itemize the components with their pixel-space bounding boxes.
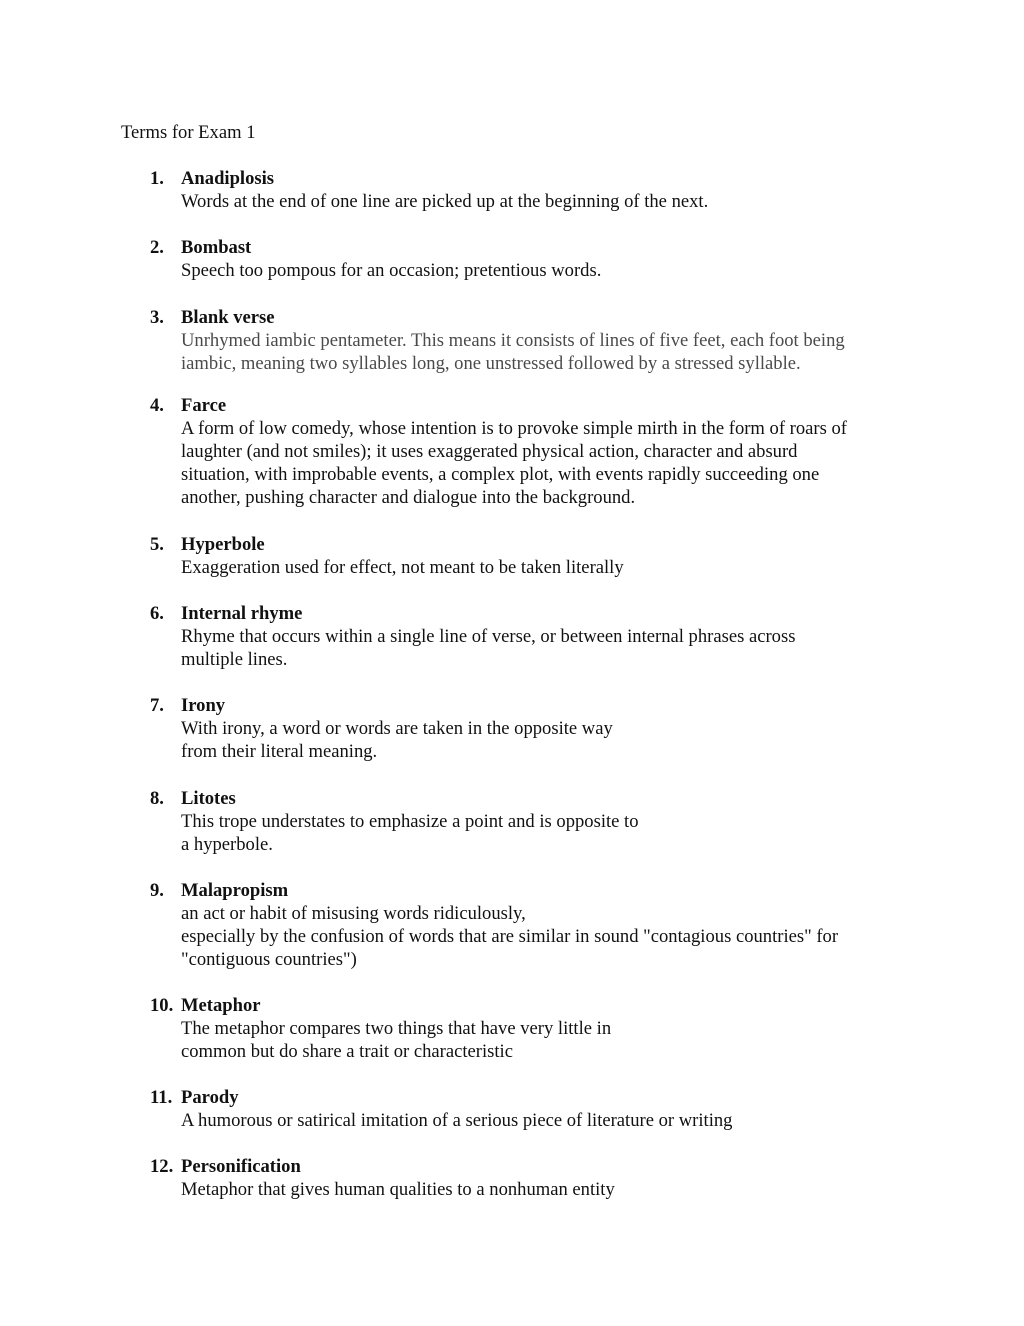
term-number: 6. [150,603,164,624]
term-name: Farce [181,395,227,416]
definition-line: from their literal meaning. [181,741,378,762]
term-definition [181,329,920,375]
term-name: Irony [181,695,226,716]
term-definition [181,625,920,671]
term-definition [181,1017,920,1063]
term-item-irony [150,694,920,763]
term-item-anadiplosis [150,167,920,213]
document-title: Terms for Exam 1 [121,122,256,143]
definition-line: This trope understates to emphasize a point and is opposite to [181,811,639,832]
term-item-parody [150,1086,920,1132]
term-number: 2. [150,237,164,258]
definition-line: A form of low comedy, whose intention is to provoke simple mirth in the form of roars of [181,418,847,439]
definition-line: a hyperbole. [181,834,273,855]
term-name: Metaphor [181,995,261,1016]
term-name: Parody [181,1087,239,1108]
term-item-internal-rhyme [150,602,920,671]
definition-line: With irony, a word or words are taken in the opposite way [181,718,613,739]
terms-list [150,167,920,1224]
term-number: 1. [150,168,164,189]
term-number: 3. [150,307,164,328]
term-number: 4. [150,395,164,416]
term-item-hyperbole [150,533,920,579]
term-definition [181,902,920,971]
term-number: 5. [150,534,164,555]
term-definition [181,810,920,856]
definition-line: The metaphor compares two things that have very little in [181,1018,612,1039]
term-number: 12. [150,1156,174,1177]
term-definition [181,190,920,213]
definition-line: A humorous or satirical imitation of a serious piece of literature or writing [181,1110,733,1131]
definition-line: especially by the confusion of words that are similar in sound "contagious countries" for [181,926,839,947]
term-item-malapropism [150,879,920,971]
term-name: Blank verse [181,307,275,328]
term-name: Anadiplosis [181,168,275,189]
definition-line: situation, with improbable events, a complex plot, with events rapidly succeeding one [181,464,820,485]
term-item-personification [150,1155,920,1201]
term-definition [181,417,920,509]
term-item-metaphor [150,994,920,1063]
definition-line: an act or habit of misusing words ridiculously, [181,903,526,924]
term-item-litotes [150,787,920,856]
definition-line: Words at the end of one line are picked up at the beginning of the next. [181,191,709,212]
term-number: 7. [150,695,164,716]
term-item-farce [150,394,920,509]
term-definition [181,1178,920,1201]
definition-line: Unrhymed iambic pentameter. This means it consists of lines of five feet, each foot being [181,330,845,351]
term-number: 8. [150,788,164,809]
definition-line: Metaphor that gives human qualities to a nonhuman entity [181,1179,615,1200]
definition-line: Speech too pompous for an occasion; pretentious words. [181,260,602,281]
term-name: Internal rhyme [181,603,303,624]
definition-line: another, pushing character and dialogue into the background. [181,487,636,508]
term-definition [181,717,920,763]
term-definition [181,1109,920,1132]
definition-line: common but do share a trait or characteristic [181,1041,513,1062]
term-name: Bombast [181,237,252,258]
term-number: 9. [150,880,164,901]
term-name: Litotes [181,788,236,809]
term-number: 11. [150,1087,173,1108]
definition-line: "contiguous countries") [181,949,357,970]
term-number: 10. [150,995,174,1016]
definition-line: iambic, meaning two syllables long, one unstressed followed by a stressed syllable. [181,353,801,374]
term-name: Hyperbole [181,534,265,555]
term-definition [181,259,920,282]
definition-line: laughter (and not smiles); it uses exaggerated physical action, character and absurd [181,441,798,462]
definition-line: Rhyme that occurs within a single line of verse, or between internal phrases across [181,626,796,647]
definition-line: Exaggeration used for effect, not meant to be taken literally [181,557,624,578]
term-item-bombast [150,236,920,282]
term-name: Malapropism [181,880,289,901]
term-definition [181,556,920,579]
term-name: Personification [181,1156,301,1177]
definition-line: multiple lines. [181,649,288,670]
term-item-blank-verse [150,306,920,375]
